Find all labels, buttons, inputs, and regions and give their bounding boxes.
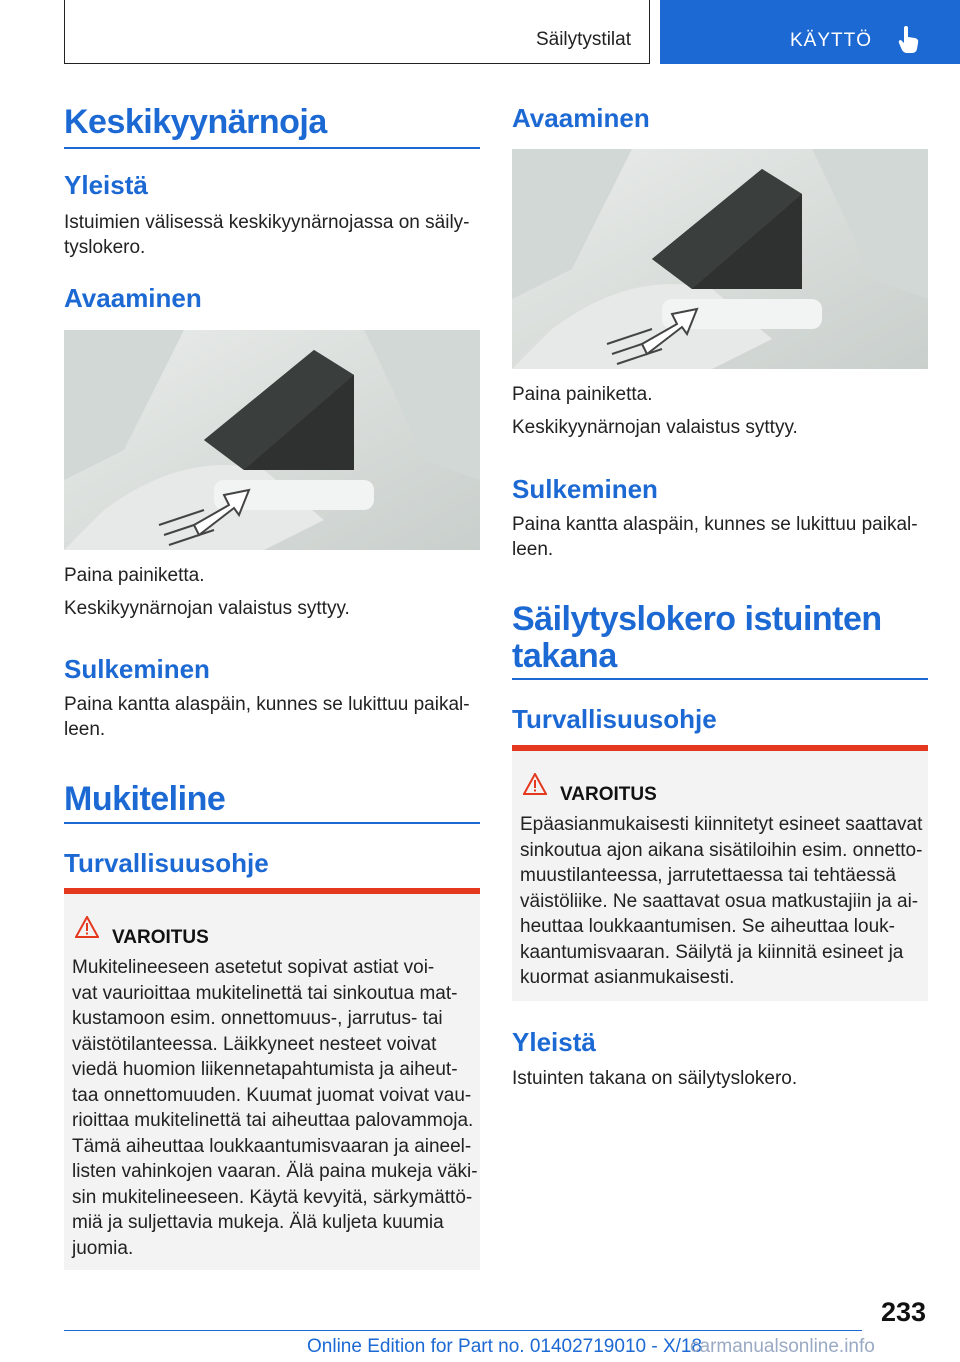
warning-text-line: taa onnettomuuden. Kuumat juomat voivat vau- (72, 1084, 472, 1106)
left-close-heading (64, 654, 210, 685)
left-open-heading (64, 283, 202, 314)
right-title-storage (512, 601, 882, 675)
text-line: Paina kantta alaspäin, kunnes se lukittuu paikal- (512, 514, 918, 535)
warning-text-line: listen vahinkojen vaaran. Älä paina mukeja väki- (72, 1161, 478, 1182)
text-line: Paina kantta alaspäin, kunnes se lukittuu paikal- (64, 694, 470, 715)
warning-label: VAROITUS (112, 927, 209, 948)
divider (64, 822, 480, 824)
heading-storage-line: Säilytyslokero istuinten (512, 600, 882, 638)
watermark: carmanualsonline.info (690, 1336, 875, 1357)
heading-general: Yleistä (64, 170, 148, 200)
header-usage-label: KÄYTTÖ (790, 30, 873, 51)
storage-warning-box (512, 745, 928, 1001)
text-line: Istuimien välisessä keskikyynärnojassa on säily- (64, 212, 470, 233)
warning-text-line: vat vaurioittaa mukitelinettä tai sinkoutua mat- (72, 982, 458, 1004)
warning-text-line: kaantumisvaaran. Säilytä ja kiinnitä esineet ja (520, 941, 904, 963)
heading-open: Avaaminen (64, 283, 202, 313)
left-title-armrest (64, 103, 327, 142)
right-general-heading (512, 1027, 596, 1058)
right-press-button-text: Paina painiketta. (512, 384, 653, 405)
warning-text-line: Tämä aiheuttaa loukkaantumisvaaran ja aineel- (72, 1135, 472, 1157)
warning-text-line: miä ja suljettavia mukeja. Älä kuljeta kuumia (72, 1212, 444, 1233)
warning-text-line: muustilanteessa, jarrutettaessa tai tehtäessä (520, 865, 896, 886)
left-title-cupholder (64, 780, 225, 819)
right-lighting-text: Keskikyynärnojan valaistus syttyy. (512, 417, 798, 438)
left-general-heading (64, 170, 148, 201)
warning-text-line: rioittaa mukitelinettä tai aiheuttaa palovammoja. (72, 1110, 474, 1131)
heading-safety: Turvallisuusohje (64, 848, 269, 878)
divider (512, 678, 928, 680)
text-line: leen. (512, 539, 554, 560)
armrest-illustration (512, 149, 928, 369)
header-section-title: Säilytystilat (535, 29, 631, 50)
warning-text-line: Mukitelineeseen asetetut sopivat astiat voi- (72, 957, 435, 978)
warning-text (72, 955, 482, 1261)
right-close-text (512, 512, 932, 562)
right-general-text: Istuinten takana on säilytyslokero. (512, 1068, 798, 1089)
heading-close: Sulkeminen (512, 474, 658, 504)
warning-text-line: heuttaa loukkaantumisen. Se aiheuttaa louk- (520, 916, 895, 937)
edition-text: Online Edition for Part no. 01402719010 - X/18 (307, 1336, 703, 1357)
warning-text-line: sin mukitelineeseen. Käytä kevyitä, särkymättö- (72, 1186, 473, 1208)
heading-close: Sulkeminen (64, 654, 210, 684)
armrest-photo (64, 330, 480, 550)
warning-triangle-icon (523, 773, 547, 795)
header-section-box (64, 0, 650, 64)
warning-text (520, 812, 930, 991)
warning-text-line: väistöliike. Ne saattavat osua matkustajiin ja ai- (520, 890, 919, 912)
heading-cupholder: Mukiteline (64, 780, 226, 818)
right-safety-heading (512, 704, 717, 735)
cupholder-warning-box (64, 888, 480, 1270)
warning-text-line: kuormat asianmukaisesti. (520, 967, 735, 988)
heading-general: Yleistä (512, 1027, 596, 1057)
warning-text-line: sinkoutua ajon aikana sisätiloihin esim. onnetto- (520, 839, 923, 861)
right-close-heading (512, 474, 658, 505)
heading-safety: Turvallisuusohje (512, 704, 717, 734)
heading-armrest: Keskikyynärnoja (64, 103, 327, 141)
armrest-photo (512, 149, 928, 369)
armrest-illustration (64, 330, 480, 550)
divider (64, 147, 480, 149)
right-open-heading (512, 103, 650, 134)
footer-divider (64, 1330, 862, 1331)
pointing-hand-icon (898, 26, 920, 54)
text-line: tyslokero. (64, 237, 146, 258)
header-usage-tab (660, 0, 960, 64)
text-line: leen. (64, 719, 106, 740)
page-number: 233 (880, 1297, 926, 1327)
left-lighting-text: Keskikyynärnojan valaistus syttyy. (64, 598, 350, 619)
left-general-text (64, 210, 484, 260)
warning-text-line: kustamoon esim. onnettomuus-, jarrutus- tai (72, 1008, 443, 1029)
warning-text-line: juomia. (72, 1237, 134, 1259)
warning-text-line: väistötilanteessa. Läikkyneet nesteet voivat (72, 1033, 437, 1055)
heading-open: Avaaminen (512, 103, 650, 133)
warning-text-line: viedä huomion liikennetapahtumista ja aiheut- (72, 1059, 458, 1080)
heading-storage-line: takana (512, 637, 617, 675)
left-safety-heading (64, 848, 269, 879)
warning-triangle-icon (75, 916, 99, 938)
left-close-text (64, 692, 484, 742)
warning-label: VAROITUS (560, 784, 657, 805)
left-press-button-text: Paina painiketta. (64, 565, 205, 586)
warning-text-line: Epäasianmukaisesti kiinnitetyt esineet saattavat (520, 814, 923, 835)
